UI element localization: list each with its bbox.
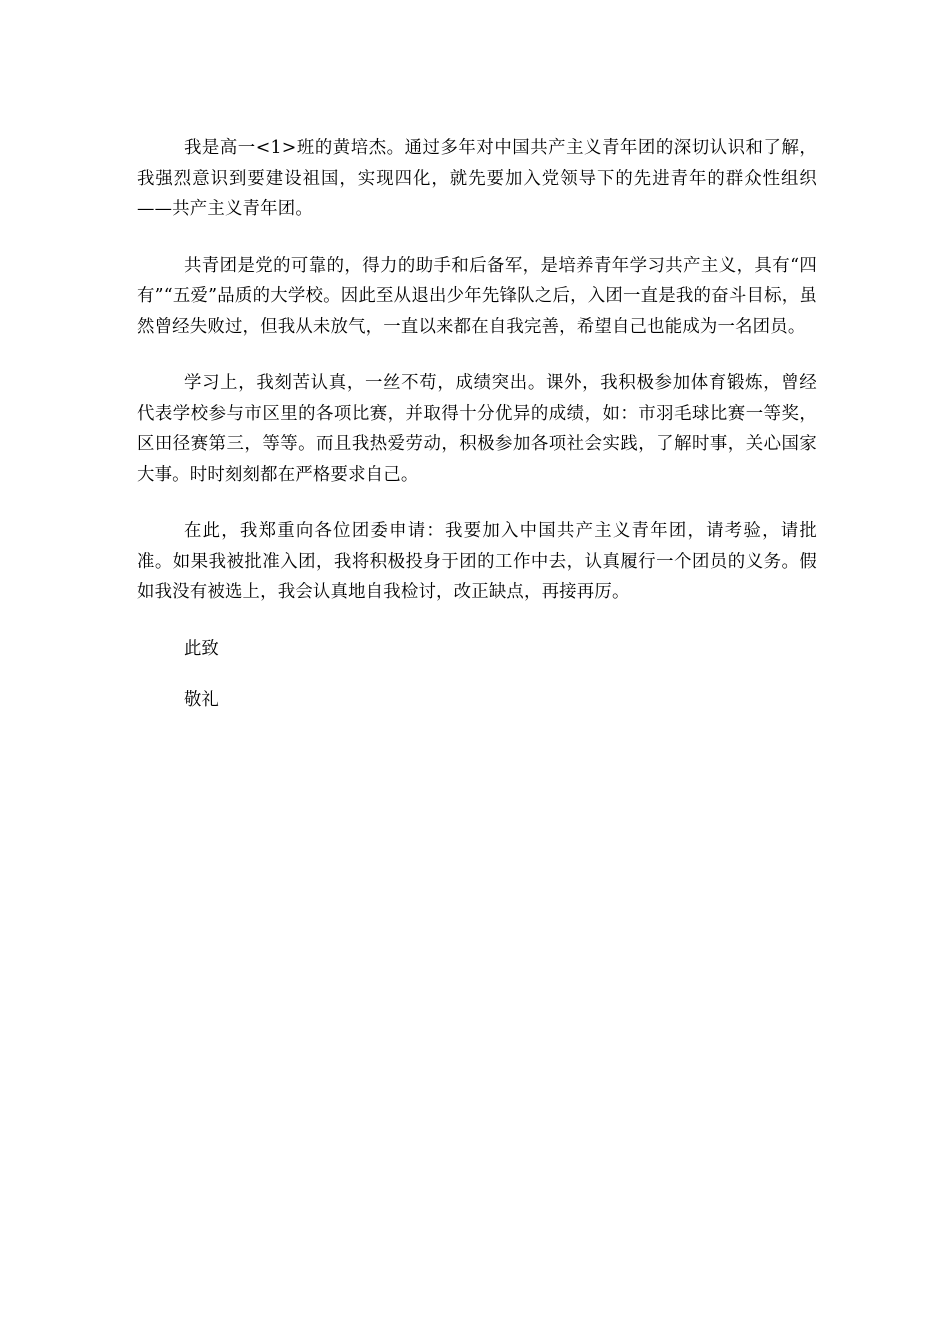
closing-salutation: 此致 (183, 638, 219, 659)
paragraph-achievements: 学习上，我刻苦认真，一丝不苟，成绩突出。课外，我积极参加体育锻炼，曾经代表学校参与市区里的各项比赛，并取得十分优异的成绩，如：市羽毛球比赛一等奖，区田径赛第三，等等。而且我热爱劳动，积极参加各项社会实践，了解时事，关心国家大事。时时刻刻都在严格要求自己。 (137, 373, 817, 485)
paragraph-league-goal: 共青团是党的可靠的，得力的助手和后备军，是培养青年学习共产主义，具有“四有”“五爱”品质的大学校。因此至从退出少年先锋队之后，入团一直是我的奋斗目标，虽然曾经失败过，但我从未放气，一直以来都在自我完善，希望自己也能成为一名团员。 (137, 255, 817, 337)
paragraph-intro: 我是高一<1>班的黄培杰。通过多年对中国共产主义青年团的深切认识和了解，我强烈意识到要建设祖国，实现四化，就先要加入党领导下的先进青年的群众性组织——共产主义青年团。 (137, 138, 817, 219)
letter-body (137, 133, 817, 737)
closing-regards: 敬礼 (183, 690, 219, 710)
paragraph-application: 在此，我郑重向各位团委申请：我要加入中国共产主义青年团，请考验，请批准。如果我被批准入团，我将积极投身于团的工作中去，认真履行一个团员的义务。假如我没有被选上，我会认真地自我检讨，改正缺点，再接再厉。 (137, 521, 817, 602)
